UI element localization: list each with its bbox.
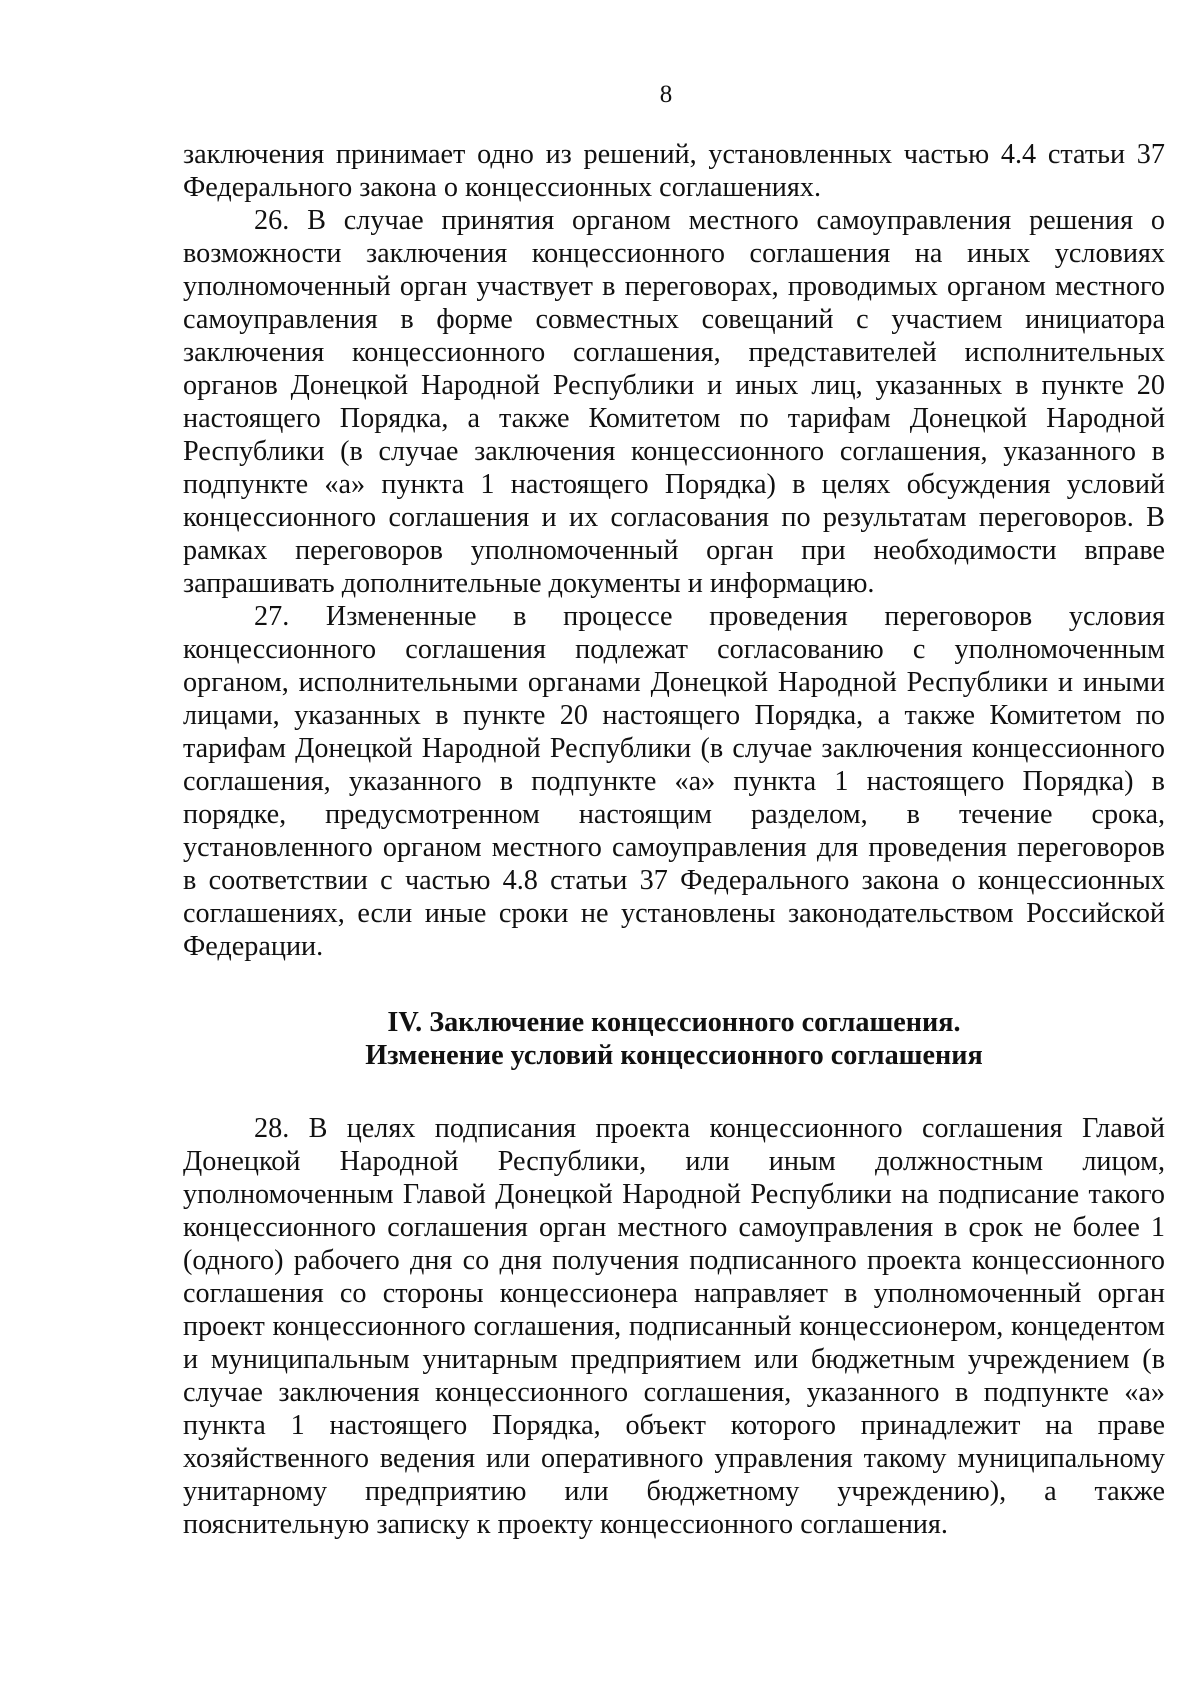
paragraph-continuation: заключения принимает одно из решений, установленных частью 4.4 статьи 37 Федерального закона о концессионных соглашениях. xyxy=(183,139,1165,203)
document-body xyxy=(183,138,1165,1541)
page-number: 8 xyxy=(659,81,673,108)
section-heading-line-1: IV. Заключение концессионного соглашения. xyxy=(387,1007,961,1038)
section-heading-line-2: Изменение условий концессионного соглашения xyxy=(365,1040,983,1071)
paragraph-28: 28. В целях подписания проекта концессионного соглашения Главой Донецкой Народной Республики, или иным должностным лицом, уполномоченным Главой Донецкой Народной Республики на подписание такого концессионного соглашения орган местного самоуправления в срок не более 1 (одного) рабочего дня со дня получения подписанного проекта концессионного соглашения со стороны концессионера направляет в уполномоченный орган проект концессионного соглашения, подписанный концессионером, концедентом и муниципальным унитарным предприятием или бюджетным учреждением (в случае заключения концессионного соглашения, указанного в подпункте «а» пункта 1 настоящего Порядка, объект которого принадлежит на праве хозяйственного ведения или оперативного управления такому муниципальному унитарному предприятию или бюджетному учреждению), а также пояснительную записку к проекту концессионного соглашения. xyxy=(183,1113,1165,1540)
paragraph-26: 26. В случае принятия органом местного самоуправления решения о возможности заключения концессионного соглашения на иных условиях уполномоченный орган участвует в переговорах, проводимых органом местного самоуправления в форме совместных совещаний с участием инициатора заключения концессионного соглашения, представителей исполнительных органов Донецкой Народной Республики и иных лиц, указанных в пункте 20 настоящего Порядка, а также Комитетом по тарифам Донецкой Народной Республики (в случае заключения концессионного соглашения, указанного в подпункте «а» пункта 1 настоящего Порядка) в целях обсуждения условий концессионного соглашения и их согласования по результатам переговоров. В рамках переговоров уполномоченный орган при необходимости вправе запрашивать дополнительные документы и информацию. xyxy=(183,205,1165,599)
paragraph-27: 27. Измененные в процессе проведения переговоров условия концессионного соглашения подлежат согласованию с уполномоченным органом, исполнительными органами Донецкой Народной Республики и иными лицами, указанных в пункте 20 настоящего Порядка, а также Комитетом по тарифам Донецкой Народной Республики (в случае заключения концессионного соглашения, указанного в подпункте «а» пункта 1 настоящего Порядка) в порядке, предусмотренном настоящим разделом, в течение срока, установленного органом местного самоуправления для проведения переговоров в соответствии с частью 4.8 статьи 37 Федерального закона о концессионных соглашениях, если иные сроки не установлены законодательством Российской Федерации. xyxy=(183,601,1165,962)
section-heading xyxy=(183,1006,1165,1072)
